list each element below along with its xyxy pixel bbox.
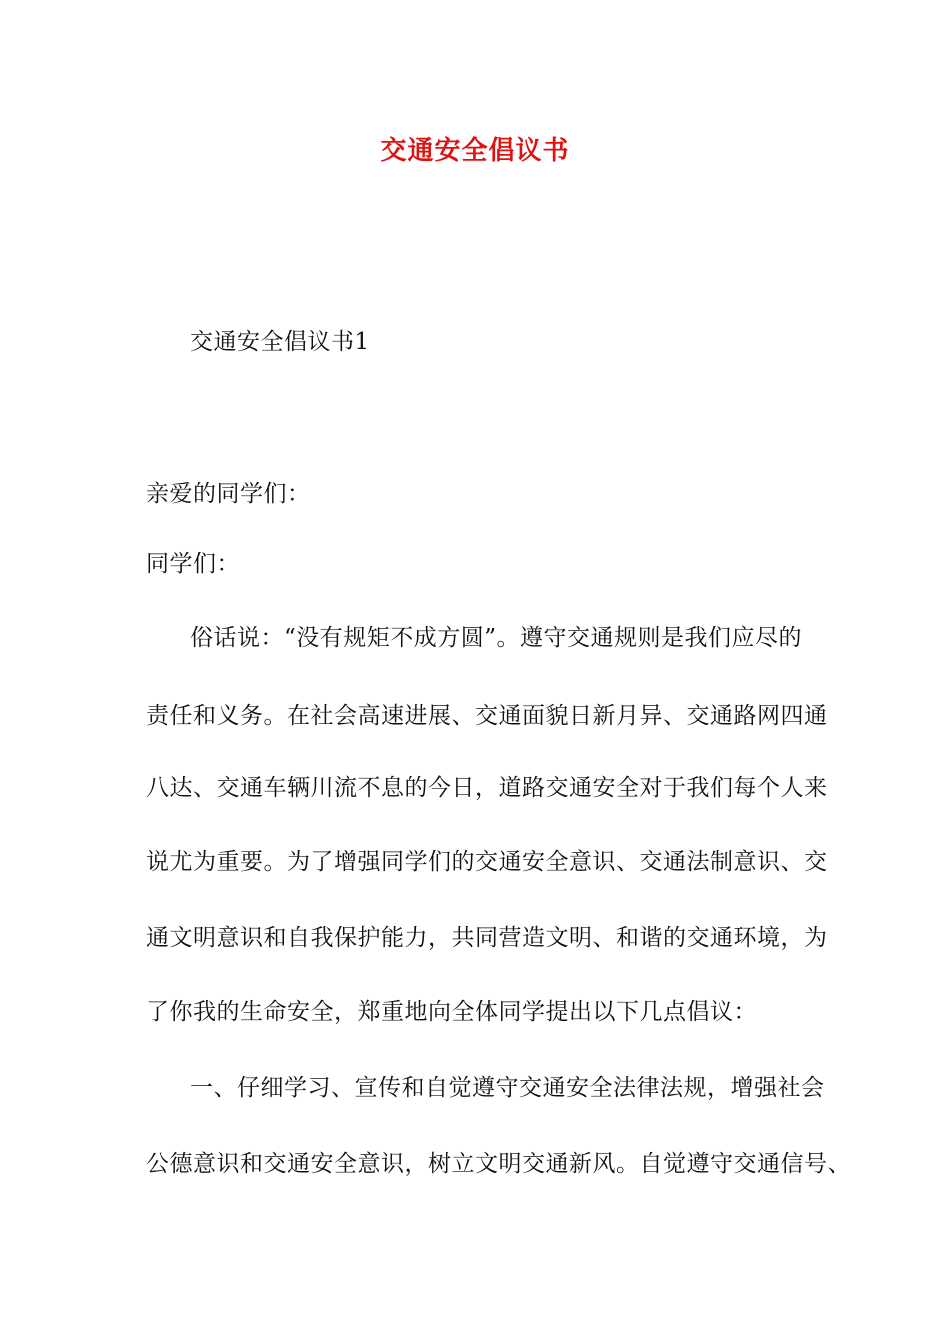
paragraph-line: 八达、交通车辆川流不息的今日，道路交通安全对于我们每个人来 <box>146 775 828 801</box>
salutation-line: 同学们： <box>146 551 240 577</box>
paragraph-line: 公德意识和交通安全意识，树立文明交通新风。自觉遵守交通信号、 <box>146 1151 851 1177</box>
paragraph-line: 俗话说：“没有规矩不成方圆”。遵守交通规则是我们应尽的 <box>190 625 803 651</box>
section-subtitle: 交通安全倡议书1 <box>190 329 370 355</box>
paragraph-line: 责任和义务。在社会高速进展、交通面貌日新月异、交通路网四通 <box>146 703 828 729</box>
greeting-line: 亲爱的同学们： <box>146 481 311 507</box>
paragraph-line: 说尤为重要。为了增强同学们的交通安全意识、交通法制意识、交 <box>146 849 828 875</box>
paragraph-line: 了你我的生命安全，郑重地向全体同学提出以下几点倡议： <box>146 999 757 1025</box>
document-title: 交通安全倡议书 <box>380 136 570 166</box>
paragraph-line: 一、仔细学习、宣传和自觉遵守交通安全法律法规，增强社会 <box>190 1075 825 1101</box>
paragraph-line: 通文明意识和自我保护能力，共同营造文明、和谐的交通环境，为 <box>146 925 828 951</box>
